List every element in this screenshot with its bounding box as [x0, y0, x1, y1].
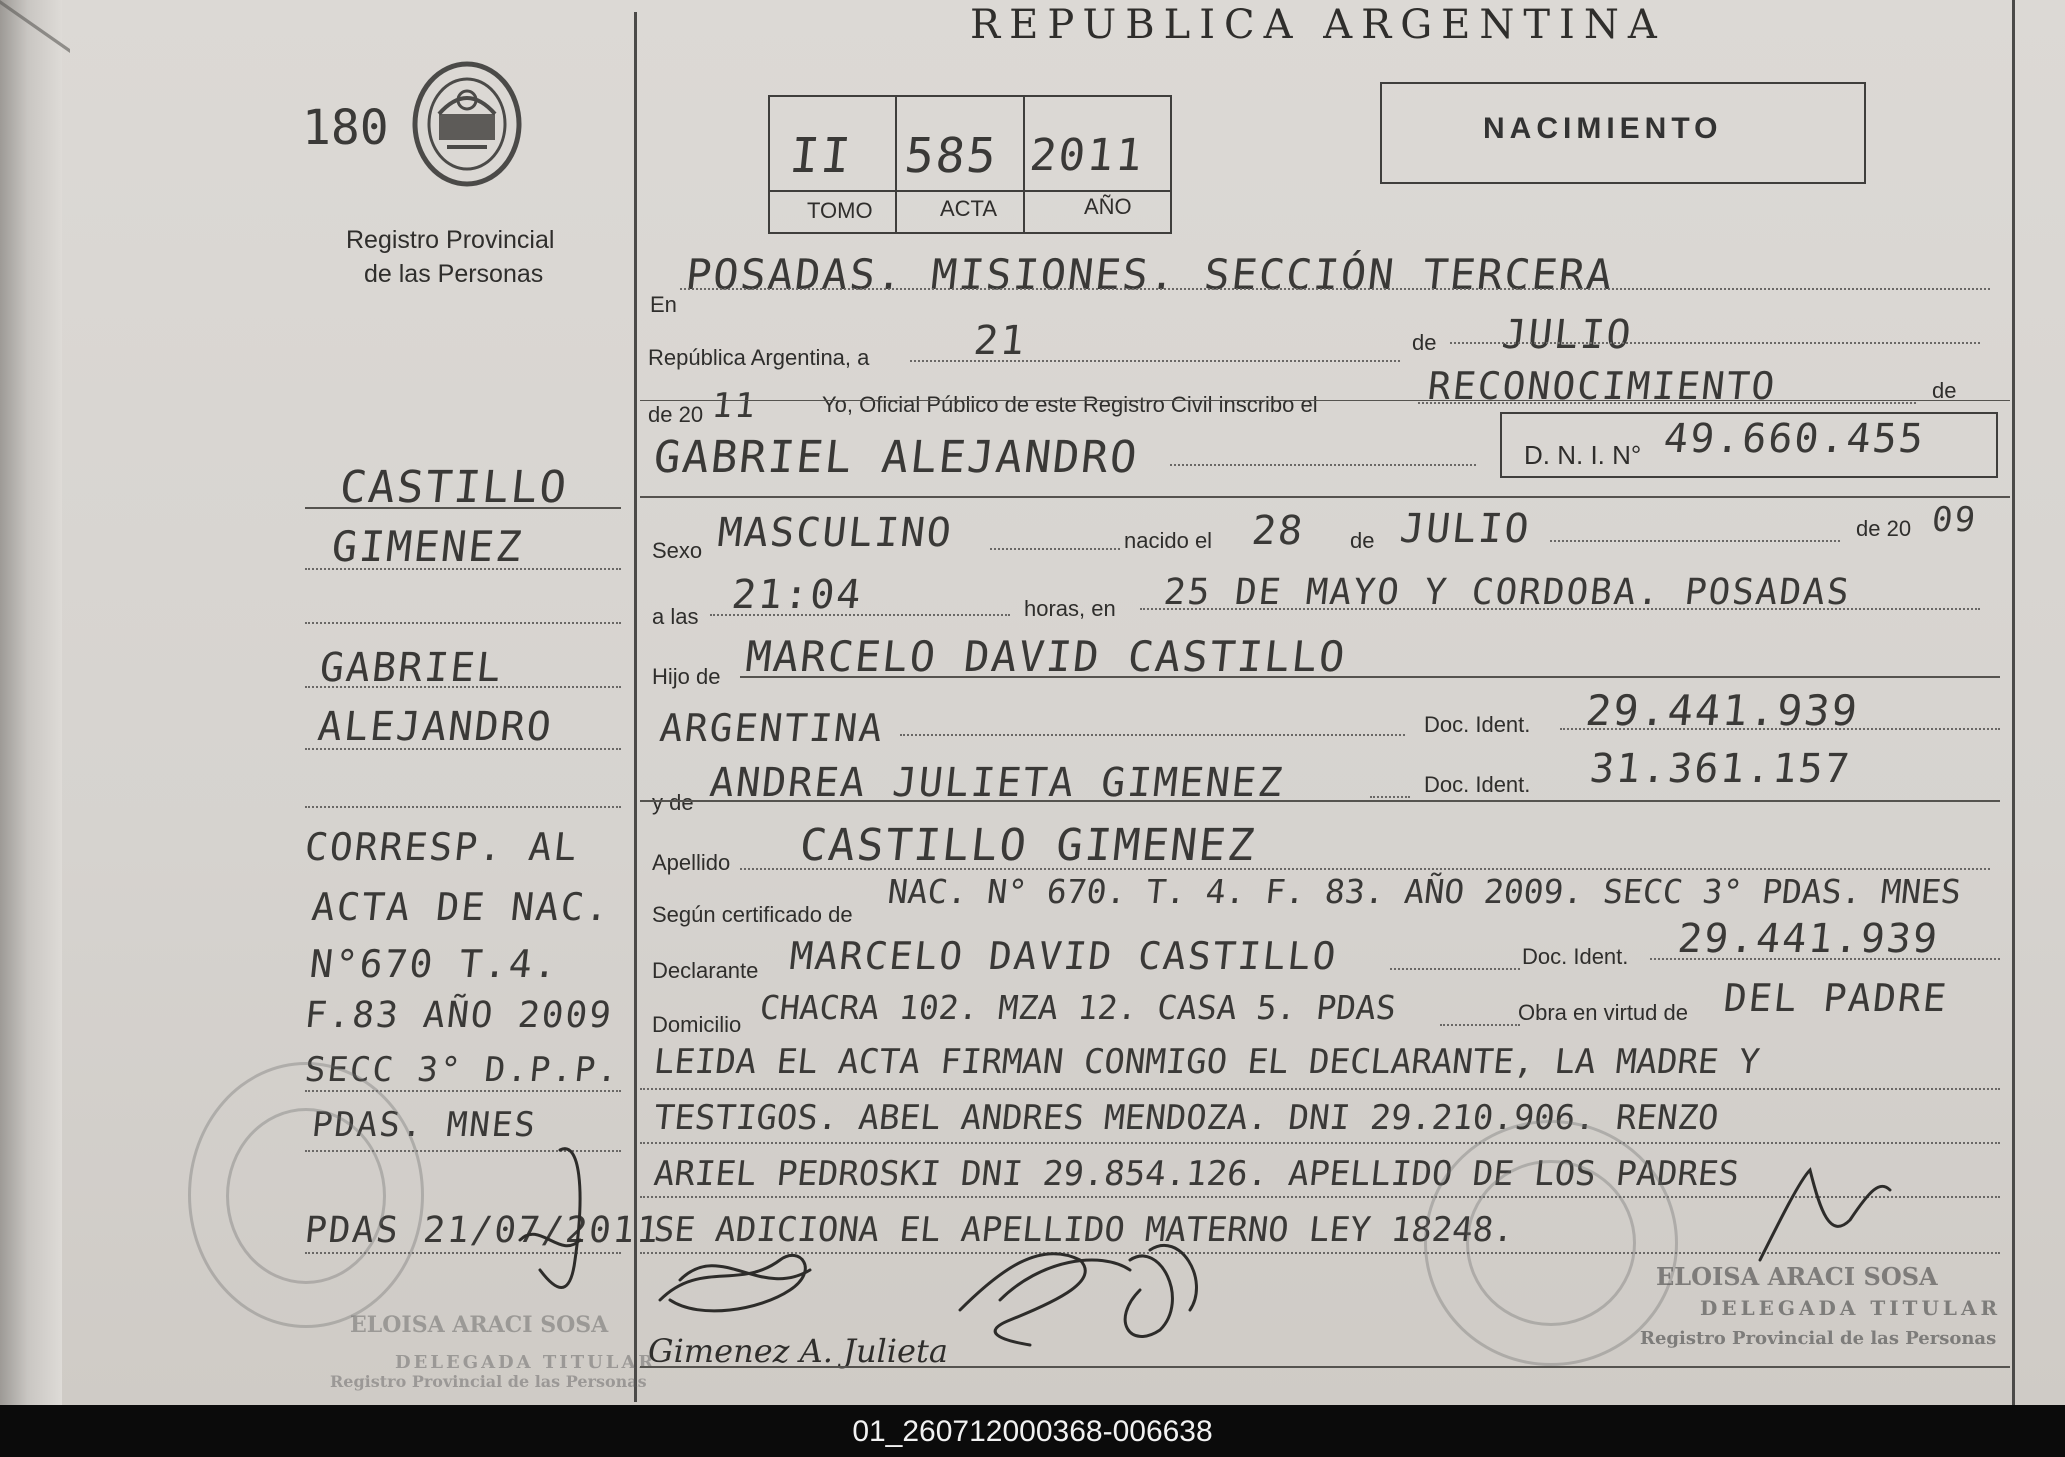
nac-de-label: de — [1350, 528, 1375, 553]
acta-value: 585 — [902, 128, 1001, 184]
alas-label: a las — [652, 604, 699, 629]
margin-note-1: CORRESP. AL — [302, 825, 581, 869]
margin-nombre-2: ALEJANDRO — [315, 704, 556, 750]
texto-line-3: ARIEL PEDROSKI DNI 29.854.126. APELLIDO DE LOS PADRES — [651, 1154, 1742, 1194]
mes-value: JULIO — [1499, 312, 1635, 358]
segun-label: Según certificado de — [652, 902, 853, 927]
page-number: 180 — [302, 100, 389, 156]
madre-doc-value: 31.361.157 — [1587, 746, 1854, 792]
margin-apellido-2: GIMENEZ — [329, 522, 526, 571]
tomo-label: TOMO — [807, 198, 873, 223]
acta-label: ACTA — [940, 196, 998, 221]
madre-value: ANDREA JULIETA GIMENEZ — [707, 760, 1287, 806]
nac-anio-value: 09 — [1929, 500, 1980, 540]
padre-nacionalidad: ARGENTINA — [657, 706, 887, 750]
registry-name-line1: Registro Provincial — [346, 226, 555, 254]
texto-line-4: SE ADICIONA EL APELLIDO MATERNO LEY 18248. — [651, 1210, 1516, 1250]
margin-note-7: PDAS 21/07/2011 — [302, 1210, 663, 1251]
country-heading: REPUBLICA ARGENTINA — [970, 2, 1666, 48]
yde-label: y de — [652, 790, 694, 815]
declarante-doc-value: 29.441.939 — [1675, 916, 1942, 962]
segun-value: NAC. N° 670. T. 4. F. 83. AÑO 2009. SECC 3° PDAS. MNES — [885, 872, 1963, 911]
sexo-value: MASCULINO — [715, 510, 956, 556]
tomo-value: II — [787, 128, 855, 184]
declarante-label: Declarante — [652, 958, 759, 983]
margin-note-5: SECC 3° D.P.P. — [302, 1050, 622, 1090]
madre-firma: Gimenez A. Julieta — [648, 1332, 948, 1370]
right-official-title: DELEGADA TITULAR — [1700, 1296, 2002, 1320]
nombre-value: GABRIEL ALEJANDRO — [651, 432, 1142, 483]
dia-value: 21 — [971, 318, 1029, 364]
hora-value: 21:04 — [729, 572, 865, 618]
left-official-org: Registro Provincial de las Personas — [330, 1372, 647, 1391]
domicilio-value: CHACRA 102. MZA 12. CASA 5. PDAS — [757, 988, 1398, 1027]
left-official-title: DELEGADA TITULAR — [395, 1352, 657, 1373]
right-official-name: ELOISA ARACI SOSA — [1656, 1262, 1938, 1291]
image-id-footer — [0, 1405, 2065, 1457]
nacido-label: nacido el — [1124, 528, 1213, 553]
margin-note-2: ACTA DE NAC. — [309, 885, 613, 929]
horas-en-label: horas, en — [1024, 596, 1116, 621]
obra-label: Obra en virtud de — [1518, 1000, 1688, 1025]
dni-value: 49.660.455 — [1661, 416, 1928, 462]
obra-value: DEL PADRE — [1721, 976, 1951, 1020]
republica-label: República Argentina, a — [648, 345, 870, 370]
texto-line-2: TESTIGOS. ABEL ANDRES MENDOZA. DNI 29.210.906. RENZO — [651, 1098, 1721, 1138]
de20-label: de 20 — [648, 402, 704, 427]
margin-note-6: PDAS. MNES — [309, 1105, 539, 1145]
padre-value: MARCELO DAVID CASTILLO — [743, 632, 1349, 681]
acto-value: RECONOCIMIENTO — [1425, 364, 1779, 408]
margin-note-4: F.83 AÑO 2009 — [302, 995, 615, 1036]
apellido-value: CASTILLO GIMENEZ — [797, 820, 1259, 871]
hijo-label: Hijo de — [652, 664, 721, 689]
en-label: En — [650, 292, 677, 317]
right-official-org: Registro Provincial de las Personas — [1640, 1328, 1997, 1349]
registry-name-line2: de las Personas — [364, 260, 544, 288]
de-label: de — [1412, 330, 1437, 355]
margin-note-3: N°670 T.4. — [307, 942, 562, 986]
apellido-label: Apellido — [652, 850, 731, 875]
record-type-label: NACIMIENTO — [1483, 112, 1723, 145]
nac-de20-label: de 20 — [1856, 516, 1912, 541]
signature-rule — [640, 1366, 2010, 1368]
anio-suffix-value: 11 — [709, 386, 760, 426]
sexo-label: Sexo — [652, 538, 703, 563]
declarante-value: MARCELO DAVID CASTILLO — [787, 934, 1340, 978]
anio-value: 2011 — [1027, 130, 1147, 181]
domicilio-label: Domicilio — [652, 1012, 742, 1037]
dni-label: D. N. I. N° — [1524, 440, 1642, 470]
nac-dia-value: 28 — [1249, 508, 1307, 554]
image-id-label: 01_260712000368-006638 — [852, 1415, 1213, 1448]
margin-apellido-1: CASTILLO — [337, 462, 571, 513]
nac-mes-value: JULIO — [1397, 506, 1533, 552]
padre-doc-label: Doc. Ident. — [1424, 712, 1531, 737]
anio-label: AÑO — [1084, 194, 1132, 219]
padre-doc-value: 29.441.939 — [1583, 686, 1862, 735]
en-value: POSADAS. MISIONES. SECCIÓN TERCERA — [683, 250, 1617, 299]
madre-doc-label: Doc. Ident. — [1424, 772, 1531, 797]
margin-nombre-1: GABRIEL — [317, 645, 505, 691]
de-label-2: de — [1932, 378, 1957, 403]
declarante-doc-label: Doc. Ident. — [1522, 944, 1629, 969]
yo-label: Yo, Oficial Público de este Registro Civil inscribo el — [822, 392, 1318, 417]
left-official-name: ELOISA ARACI SOSA — [350, 1312, 609, 1338]
lugar-value: 25 DE MAYO Y CORDOBA. POSADAS — [1161, 572, 1853, 613]
texto-line-1: LEIDA EL ACTA FIRMAN CONMIGO EL DECLARANTE, LA MADRE Y — [651, 1042, 1762, 1082]
